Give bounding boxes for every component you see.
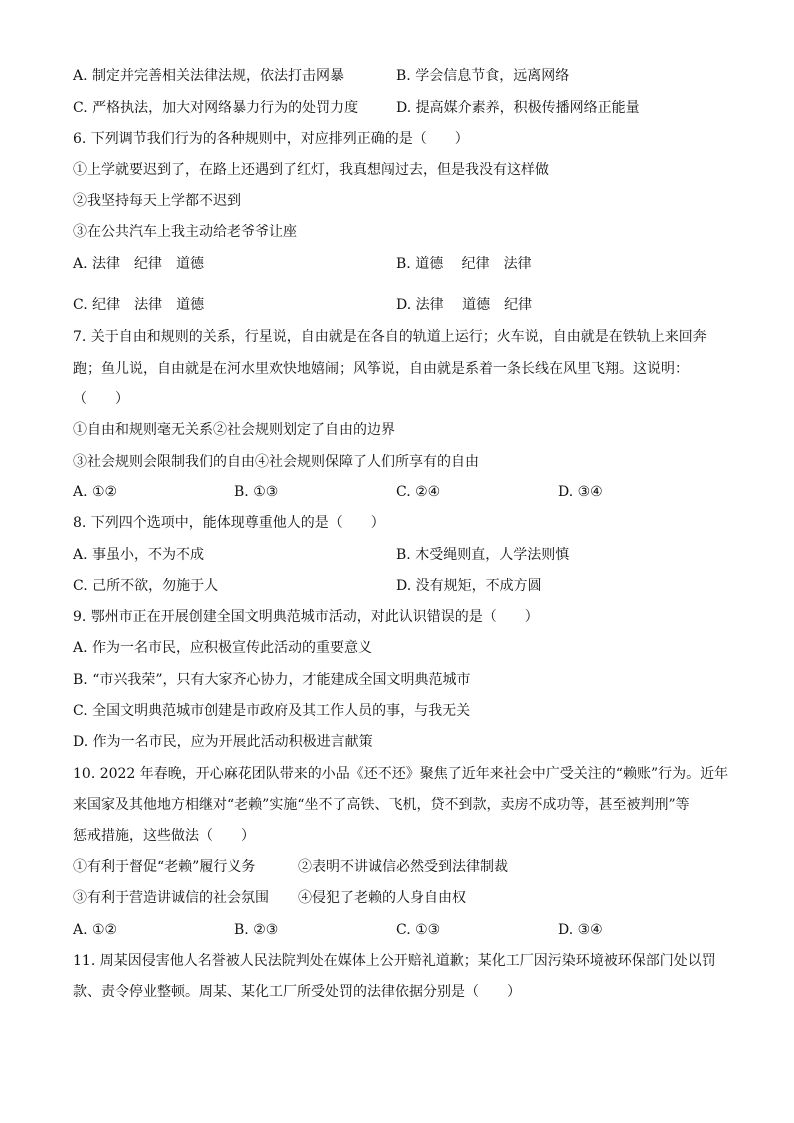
- q7-option-d[interactable]: D. ③④: [558, 484, 603, 500]
- q7-option-a[interactable]: A. ①②: [73, 484, 118, 500]
- q7-option-b[interactable]: B. ①③: [234, 484, 279, 500]
- q7-option-c[interactable]: C. ②④: [396, 484, 441, 500]
- q5-option-a[interactable]: A. 制定并完善相关法律法规，依法打击网暴: [73, 68, 345, 84]
- q10-statement-2: ②表明不讲诚信必然受到法律制裁: [298, 859, 508, 875]
- q6-statement-1: ①上学就要迟到了，在路上还遇到了红灯，我真想闯过去，但是我没有这样做: [73, 162, 549, 178]
- q10-stem-line-3: 惩戒措施，这些做法（ ）: [73, 828, 255, 844]
- q6-option-a[interactable]: A. 法律 纪律 道德: [73, 256, 205, 272]
- q7-stem-line-3: （ ）: [73, 391, 129, 407]
- q10-stem-line-2: 来国家及其他地方相继对“老赖”实施“坐不了高铁、飞机，贷不到款，卖房不成功等，甚至被判刑”等: [73, 797, 690, 813]
- q6-option-d[interactable]: D. 法律 道德 纪律: [396, 297, 533, 313]
- q7-statement-2: ③社会规则会限制我们的自由④社会规则保障了人们所享有的自由: [73, 454, 479, 470]
- q6-stem: 6. 下列调节我们行为的各种规则中，对应排列正确的是（ ）: [73, 131, 469, 147]
- q9-stem: 9. 鄂州市正在开展创建全国文明典范城市活动，对此认识错误的是（ ）: [73, 609, 539, 625]
- q10-option-c[interactable]: C. ①③: [396, 922, 441, 938]
- q10-statement-3: ③有利于营造讲诚信的社会氛围: [73, 890, 269, 906]
- q7-stem-line-2: 跑；鱼儿说，自由就是在河水里欢快地嬉闹；风筝说，自由就是系着一条长线在风里飞翔。这说明：: [73, 361, 689, 377]
- q10-statement-1: ①有利于督促“老赖”履行义务: [73, 859, 256, 875]
- q10-stem-line-1: 10. 2022 年春晚，开心麻花团队带来的小品《还不还》聚焦了近年来社会中广受关注的“赖账”行为。近年: [73, 766, 729, 782]
- q9-option-b[interactable]: B. “市兴我荣”，只有大家齐心协力，才能建成全国文明典范城市: [73, 672, 471, 688]
- q10-option-a[interactable]: A. ①②: [73, 922, 118, 938]
- q8-option-a[interactable]: A. 事虽小，不为不成: [73, 547, 205, 563]
- q7-statement-1: ①自由和规则毫无关系②社会规则划定了自由的边界: [73, 422, 395, 438]
- q8-option-d[interactable]: D. 没有规矩，不成方圆: [396, 578, 542, 594]
- q6-option-c[interactable]: C. 纪律 法律 道德: [73, 297, 205, 313]
- q6-statement-2: ②我坚持每天上学都不迟到: [73, 193, 241, 209]
- q5-option-d[interactable]: D. 提高媒介素养，积极传播网络正能量: [396, 100, 640, 116]
- q10-statement-4: ④侵犯了老赖的人身自由权: [298, 890, 466, 906]
- q9-option-d[interactable]: D. 作为一名市民，应为开展此活动积极进言献策: [73, 734, 373, 750]
- q6-option-b[interactable]: B. 道德 纪律 法律: [396, 256, 532, 272]
- q5-option-b[interactable]: B. 学会信息节食，远离网络: [396, 68, 570, 84]
- q11-stem-line-1: 11. 周某因侵害他人名誉被人民法院判处在媒体上公开赔礼道歉；某化工厂因污染环境被环保部门处以罚: [73, 953, 716, 969]
- q8-stem: 8. 下列四个选项中，能体现尊重他人的是（ ）: [73, 515, 385, 531]
- q6-statement-3: ③在公共汽车上我主动给老爷爷让座: [73, 224, 297, 240]
- q11-stem-line-2: 款、责令停业整顿。周某、某化工厂所受处罚的法律依据分别是（ ）: [73, 984, 521, 1000]
- q9-option-c[interactable]: C. 全国文明典范城市创建是市政府及其工作人员的事，与我无关: [73, 703, 471, 719]
- q8-option-c[interactable]: C. 己所不欲，勿施于人: [73, 578, 219, 594]
- q7-stem-line-1: 7. 关于自由和规则的关系，行星说，自由就是在各自的轨道上运行；火车说，自由就是在铁轨上来回奔: [73, 329, 707, 345]
- q10-option-d[interactable]: D. ③④: [558, 922, 603, 938]
- q5-option-c[interactable]: C. 严格执法，加大对网络暴力行为的处罚力度: [73, 100, 359, 116]
- q9-option-a[interactable]: A. 作为一名市民，应积极宣传此活动的重要意义: [73, 640, 373, 656]
- q10-option-b[interactable]: B. ②③: [234, 922, 279, 938]
- q8-option-b[interactable]: B. 木受绳则直，人学法则慎: [396, 547, 570, 563]
